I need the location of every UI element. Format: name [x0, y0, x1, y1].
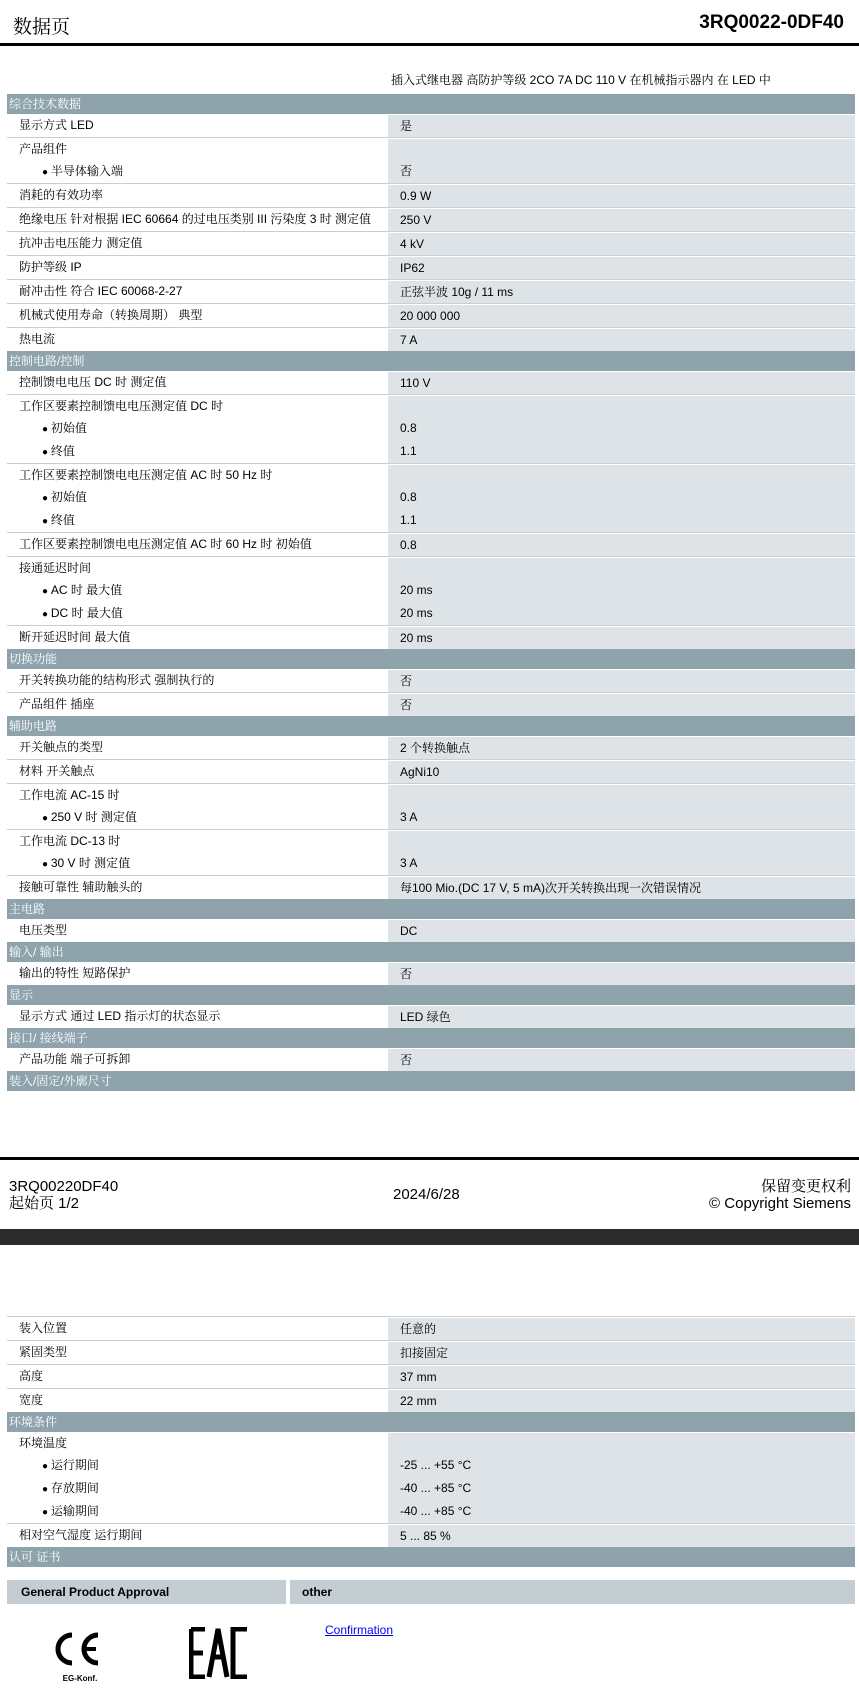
- section-header: 辅助电路: [7, 716, 855, 736]
- row-label: 防护等级 IP: [7, 256, 388, 279]
- row-label: 材料 开关触点: [7, 760, 388, 783]
- row-label: 机械式使用寿命（转换周期） 典型: [7, 304, 388, 327]
- footer-right: [709, 1178, 851, 1212]
- row-label: ● 终值: [7, 509, 388, 532]
- table-row: [7, 919, 855, 942]
- footer-left: [9, 1178, 118, 1212]
- table-row: [7, 669, 855, 692]
- table-row: [7, 759, 855, 783]
- row-value: 110 V: [388, 371, 855, 394]
- row-value: LED 绿色: [388, 1005, 855, 1028]
- row-value: 否: [388, 962, 855, 985]
- row-label: 接触可靠性 辅助触头的: [7, 876, 388, 899]
- row-label: ● 30 V 时 测定值: [7, 852, 388, 875]
- section-header: 装入/固定/外廓尺寸: [7, 1071, 855, 1091]
- section-header: 切换功能: [7, 649, 855, 669]
- table-row: [7, 783, 855, 806]
- table-row: [7, 183, 855, 207]
- page-separator: [0, 1229, 859, 1245]
- section-header: 输入/ 输出: [7, 942, 855, 962]
- row-label: 产品组件 插座: [7, 693, 388, 716]
- section-header: 主电路: [7, 899, 855, 919]
- row-label: ● 运输期间: [7, 1500, 388, 1523]
- row-label: 工作区要素控制馈电电压测定值 DC 时: [7, 395, 388, 417]
- table-row: [7, 417, 855, 440]
- row-value: 0.8: [388, 486, 855, 509]
- section-header: 综合技术数据: [7, 94, 855, 114]
- row-value: 0.8: [388, 533, 855, 556]
- row-value: -40 ... +85 °C: [388, 1500, 855, 1523]
- table-row: [7, 279, 855, 303]
- row-value: [388, 830, 855, 852]
- table-row: [7, 440, 855, 463]
- row-value: 20 ms: [388, 579, 855, 602]
- row-label: 输出的特性 短路保护: [7, 962, 388, 985]
- row-value: 22 mm: [388, 1389, 855, 1412]
- row-value: 否: [388, 160, 855, 183]
- page-header: [0, 0, 859, 46]
- row-value: 250 V: [388, 208, 855, 231]
- table-row: [7, 509, 855, 532]
- row-value: [388, 784, 855, 806]
- row-value: 0.9 W: [388, 184, 855, 207]
- row-value: 1.1: [388, 440, 855, 463]
- table-row: [7, 692, 855, 716]
- table-row: [7, 137, 855, 160]
- approval-header: [7, 1580, 855, 1604]
- footer-copyright: © Copyright Siemens: [709, 1195, 851, 1212]
- table-row: [7, 207, 855, 231]
- row-value: 扣接固定: [388, 1341, 855, 1364]
- row-label: 显示方式 通过 LED 指示灯的状态显示: [7, 1005, 388, 1028]
- product-description: 插入式继电器 高防护等级 2CO 7A DC 110 V 在机械指示器内 在 LED 中: [391, 73, 771, 87]
- row-value: 20 ms: [388, 602, 855, 625]
- row-value: 20 000 000: [388, 304, 855, 327]
- row-value: [388, 464, 855, 486]
- table-row: [7, 852, 855, 875]
- row-value: 3 A: [388, 852, 855, 875]
- row-label: 显示方式 LED: [7, 114, 388, 137]
- row-value: 否: [388, 669, 855, 692]
- row-value: [388, 1432, 855, 1454]
- row-value: 正弦半波 10g / 11 ms: [388, 280, 855, 303]
- table-row: [7, 394, 855, 417]
- table-row: [7, 556, 855, 579]
- row-label: 抗冲击电压能力 测定值: [7, 232, 388, 255]
- row-label: 环境温度: [7, 1432, 388, 1454]
- table-row: [7, 829, 855, 852]
- row-label: 电压类型: [7, 919, 388, 942]
- row-label: ● 存放期间: [7, 1477, 388, 1500]
- row-value: IP62: [388, 256, 855, 279]
- row-value: -40 ... +85 °C: [388, 1477, 855, 1500]
- row-label: 工作电流 AC-15 时: [7, 784, 388, 806]
- approval-col-other: other: [290, 1580, 855, 1604]
- row-value: 4 kV: [388, 232, 855, 255]
- table-row: [7, 875, 855, 899]
- row-label: 工作电流 DC-13 时: [7, 830, 388, 852]
- table-row: [7, 1048, 855, 1071]
- page-title: 数据页: [13, 17, 71, 38]
- row-value: 否: [388, 693, 855, 716]
- row-label: 宽度: [7, 1389, 388, 1412]
- footer-page: 起始页 1/2: [9, 1195, 80, 1212]
- row-value: 是: [388, 114, 855, 137]
- table-row: [7, 625, 855, 649]
- row-value: 37 mm: [388, 1365, 855, 1388]
- row-value: 每100 Mio.(DC 17 V, 5 mA)次开关转换出现一次错误情况: [388, 876, 855, 899]
- row-label: 接通延迟时间: [7, 557, 388, 579]
- row-label: 热电流: [7, 328, 388, 351]
- row-label: 工作区要素控制馈电电压测定值 AC 时 60 Hz 时 初始值: [7, 533, 388, 556]
- row-label: 开关触点的类型: [7, 736, 388, 759]
- row-value: 3 A: [388, 806, 855, 829]
- row-label: ● 初始值: [7, 486, 388, 509]
- row-value: -25 ... +55 °C: [388, 1454, 855, 1477]
- section-header: 显示: [7, 985, 855, 1005]
- ce-mark-icon: [50, 1625, 110, 1685]
- row-label: 高度: [7, 1365, 388, 1388]
- table-row: [7, 1454, 855, 1477]
- row-value: 否: [388, 1048, 855, 1071]
- section-header: 认可 证书: [7, 1547, 855, 1567]
- row-value: 1.1: [388, 509, 855, 532]
- row-label: 开关转换功能的结构形式 强制执行的: [7, 669, 388, 692]
- table-row: [7, 303, 855, 327]
- row-label: ● 运行期间: [7, 1454, 388, 1477]
- row-value: 任意的: [388, 1317, 855, 1340]
- confirmation-link[interactable]: Confirmation: [325, 1623, 394, 1637]
- row-label: ● 半导体输入端: [7, 160, 388, 183]
- row-label: ● AC 时 最大值: [7, 579, 388, 602]
- page-footer: [0, 1157, 859, 1232]
- footer-rights: 保留变更权利: [760, 1178, 851, 1195]
- table-row: [7, 371, 855, 394]
- row-label: 产品功能 端子可拆卸: [7, 1048, 388, 1071]
- row-label: 消耗的有效功率: [7, 184, 388, 207]
- table-row: [7, 806, 855, 829]
- table-row: [7, 1005, 855, 1028]
- table-row: [7, 602, 855, 625]
- row-value: 0.8: [388, 417, 855, 440]
- table-row: [7, 463, 855, 486]
- row-label: 绝缘电压 针对根据 IEC 60664 的过电压类别 III 污染度 3 时 测定值: [7, 208, 388, 231]
- row-value: 20 ms: [388, 626, 855, 649]
- row-value: 5 ... 85 %: [388, 1524, 855, 1547]
- section-header: 接口/ 接线端子: [7, 1028, 855, 1048]
- row-label: ● 终值: [7, 440, 388, 463]
- row-label: ● 初始值: [7, 417, 388, 440]
- row-value: 7 A: [388, 328, 855, 351]
- table-row: [7, 255, 855, 279]
- table-row: [7, 1364, 855, 1388]
- table-row: [7, 579, 855, 602]
- table-row: [7, 327, 855, 351]
- table-row: [7, 962, 855, 985]
- table-row: [7, 231, 855, 255]
- datasheet-table-page2: [7, 1316, 855, 1567]
- table-row: [7, 1388, 855, 1412]
- row-label: ● 250 V 时 测定值: [7, 806, 388, 829]
- row-label: 装入位置: [7, 1317, 388, 1340]
- row-label: 断开延迟时间 最大值: [7, 626, 388, 649]
- row-value: [388, 557, 855, 579]
- table-row: [7, 736, 855, 759]
- row-label: 耐冲击性 符合 IEC 60068-2-27: [7, 280, 388, 303]
- table-row: [7, 1523, 855, 1547]
- table-row: [7, 1500, 855, 1523]
- product-code: 3RQ0022-0DF40: [699, 12, 844, 33]
- ce-caption: EG-Konf.: [62, 1674, 98, 1683]
- row-label: ● DC 时 最大值: [7, 602, 388, 625]
- row-label: 产品组件: [7, 138, 388, 160]
- eac-mark-icon: [189, 1627, 249, 1679]
- row-value: [388, 395, 855, 417]
- table-row: [7, 532, 855, 556]
- approval-col-general: General Product Approval: [7, 1580, 290, 1604]
- table-row: [7, 1316, 855, 1340]
- row-label: 工作区要素控制馈电电压测定值 AC 时 50 Hz 时: [7, 464, 388, 486]
- row-label: 控制馈电电压 DC 时 测定值: [7, 371, 388, 394]
- row-label: 紧固类型: [7, 1341, 388, 1364]
- row-value: [388, 138, 855, 160]
- row-value: AgNi10: [388, 760, 855, 783]
- table-row: [7, 486, 855, 509]
- datasheet-table-page1: [7, 94, 855, 1091]
- table-row: [7, 1477, 855, 1500]
- row-label: 相对空气湿度 运行期间: [7, 1524, 388, 1547]
- footer-code: 3RQ00220DF40: [9, 1178, 119, 1195]
- row-value: 2 个转换触点: [388, 736, 855, 759]
- table-row: [7, 1340, 855, 1364]
- footer-date: 2024/6/28: [393, 1186, 460, 1203]
- table-row: [7, 114, 855, 137]
- row-value: DC: [388, 919, 855, 942]
- section-header: 环境条件: [7, 1412, 855, 1432]
- section-header: 控制电路/控制: [7, 351, 855, 371]
- table-row: [7, 1432, 855, 1454]
- table-row: [7, 160, 855, 183]
